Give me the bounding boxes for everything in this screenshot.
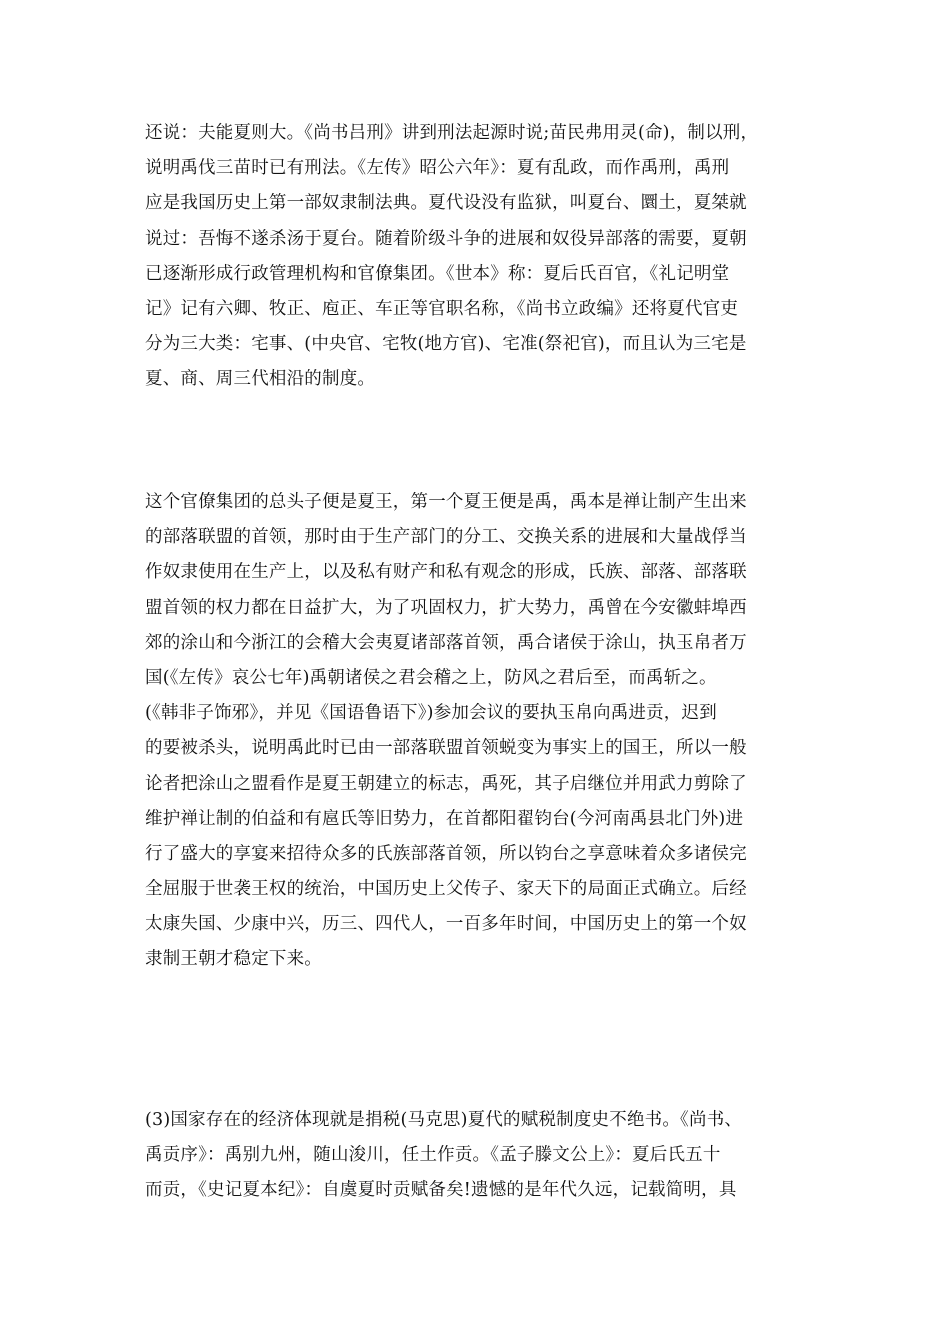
text-line: 太康失国、少康中兴，历三、四代人，一百多年时间，中国历史上的第一个奴	[145, 914, 747, 935]
text-line: 郊的涂山和今浙江的会稽大会夷夏诸部落首领，禹合诸侯于涂山，执玉帛者万	[145, 632, 747, 653]
text-line: 维护禅让制的伯益和有扈氏等旧势力，在首都阳翟钧台(今河南禹县北门外)进	[145, 808, 744, 829]
text-line: (3)国家存在的经济体现就是捐税(马克思)夏代的赋税制度史不绝书。《尚书、	[145, 1110, 743, 1130]
text-line: 应是我国历史上第一部奴隶制法典。夏代设没有监狱，叫夏台、圜土，夏桀就	[145, 193, 747, 214]
text-line: 国(《左传》哀公七年)禹朝诸侯之君会稽之上，防风之君后至，而禹斩之。	[145, 667, 717, 688]
text-line: 说明禹伐三苗时已有刑法。《左传》昭公六年》：夏有乱政，而作禹刑，禹刑	[145, 158, 730, 179]
text-line: 全屈服于世袭王权的统治，中国历史上父传子、家天下的局面正式确立。后经	[145, 879, 747, 900]
text-line: 行了盛大的享宴来招待众多的氏族部落首领，所以钧台之享意味着众多诸侯完	[145, 843, 747, 864]
text-line: 这个官僚集团的总头子便是夏王，第一个夏王便是禹，禹本是禅让制产生出来	[145, 492, 747, 512]
text-line: 已逐渐形成行政管理机构和官僚集团。《世本》称：夏后氏百官，《礼记明堂	[145, 263, 730, 284]
paragraph-xia-king-yu	[145, 485, 815, 978]
paragraph-xia-taxation	[145, 1103, 815, 1209]
text-line: 论者把涂山之盟看作是夏王朝建立的标志，禹死，其子启继位并用武力剪除了	[145, 773, 747, 794]
text-line: (《韩非子饰邪》，并见《国语鲁语下》)参加会议的要执玉帛向禹进贡，迟到	[145, 703, 717, 724]
paragraph-xia-law-and-officials	[145, 116, 815, 398]
text-line: 说过：吾悔不遂杀汤于夏台。随着阶级斗争的进展和奴役异部落的需要，夏朝	[145, 228, 747, 249]
text-line: 夏、商、周三代相沿的制度。	[145, 369, 376, 390]
text-line: 的要被杀头，说明禹此时已由一部落联盟首领蜕变为事实上的国王，所以一般	[145, 738, 747, 759]
text-line: 分为三大类：宅事、(中央官、宅牧(地方官)、宅准(祭祀官)，而且认为三宅是	[145, 334, 747, 355]
text-line: 记》记有六卿、牧正、庖正、车正等官职名称，《尚书立政编》还将夏代官吏	[145, 298, 739, 319]
text-line: 隶制王朝才稳定下来。	[145, 949, 322, 970]
text-line: 盟首领的权力都在日益扩大，为了巩固权力，扩大势力，禹曾在今安徽蚌埠西	[145, 597, 747, 618]
text-line: 还说：夫能夏则大。《尚书吕刑》讲到刑法起源时说;苗民弗用灵(命)，制以刑，	[145, 123, 759, 143]
text-line: 禹贡序》：禹别九州，随山浚川，任土作贡。《孟子滕文公上》：夏后氏五十	[145, 1145, 721, 1166]
text-line: 作奴隶使用在生产上，以及私有财产和私有观念的形成，氏族、部落、部落联	[145, 562, 747, 583]
text-line: 的部落联盟的首领，那时由于生产部门的分工、交换关系的进展和大量战俘当	[145, 527, 747, 548]
text-line: 而贡，《史记夏本纪》：自虞夏时贡赋备矣!遗憾的是年代久远，记载简明，具	[145, 1180, 737, 1201]
